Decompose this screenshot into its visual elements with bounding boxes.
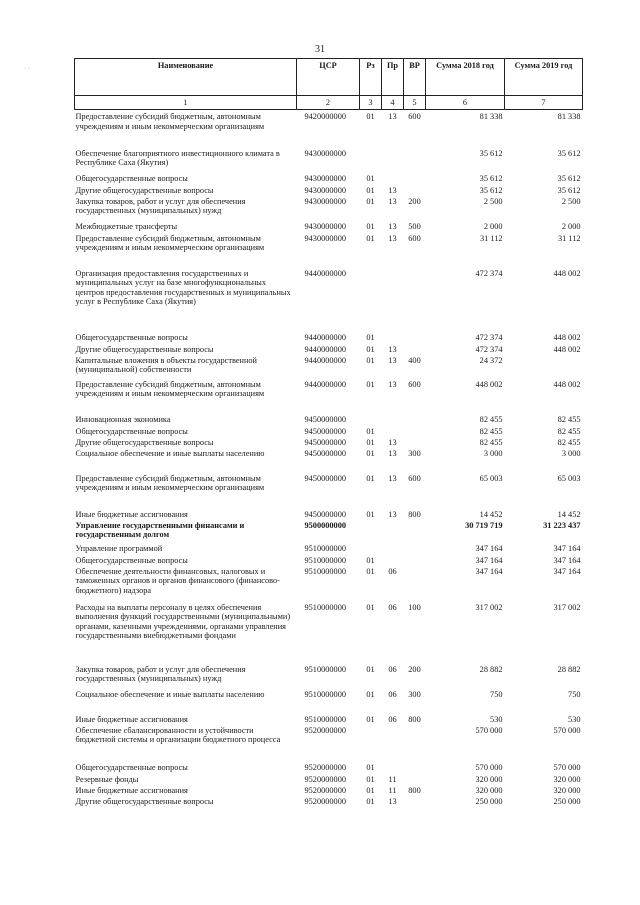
row-rz-cell: 01 [366,566,375,576]
row-pr-cell: 13 [388,379,397,389]
row-name-cell: Другие общегосударственные вопросы [75,437,214,447]
table-row [75,690,583,715]
row-name-cell: Иные бюджетные ассигнования [75,509,188,519]
row-sum-2019-cell: 320 000 [553,774,581,784]
row-csr-cell: 9520000000 [304,796,346,806]
row-pr-cell: 13 [388,355,397,365]
row-pr-cell: 06 [388,566,397,576]
row-vr-cell [404,556,426,567]
row-rz-cell: 01 [366,112,375,121]
row-rz-cell: 01 [366,196,375,206]
column-number: 1 [75,96,297,110]
row-vr-cell [404,797,426,808]
row-rz-cell: 01 [366,221,375,231]
row-vr-cell: 100 [408,602,421,612]
row-rz-cell: 01 [366,185,375,195]
row-sum-2019-cell: 570 000 [553,762,581,772]
table-row [75,665,583,690]
row-name-cell: Предоставление субсидий бюджетным, автономным учреждениям и иным некоммерческим организациям [75,379,265,399]
column-number: 5 [404,96,426,110]
row-vr-cell: 800 [408,509,421,519]
row-csr-cell: 9510000000 [304,602,346,612]
row-pr-cell [382,174,404,186]
table-row [75,427,583,438]
table-row [75,544,583,556]
row-rz-cell: 01 [366,473,375,483]
row-pr-cell: 13 [388,185,397,195]
row-name-cell: Общегосударственные вопросы [75,762,188,772]
row-sum-2018-cell: 30 719 719 [465,520,503,530]
table-row [75,510,583,521]
row-sum-2019-cell: 448 002 [553,268,581,278]
row-sum-2019-cell [505,356,583,380]
table-row [75,234,583,269]
table-row [75,197,583,222]
row-name-cell: Управление программой [75,543,163,553]
row-pr-cell [382,427,404,438]
row-sum-2018-cell: 24 372 [479,355,503,365]
column-number: 4 [382,96,404,110]
row-sum-2018-cell: 320 000 [475,774,503,784]
row-rz-cell [360,521,382,544]
margin-mark: · · [24,66,30,72]
row-rz-cell: 01 [366,796,375,806]
column-number: 6 [426,96,505,110]
row-rz-cell: 01 [366,437,375,447]
row-sum-2019-cell: 35 612 [557,148,581,158]
row-csr-cell: 9510000000 [304,714,346,724]
table-row [75,521,583,544]
row-vr-cell: 800 [408,714,421,724]
table-row [75,567,583,603]
row-name-cell: Управление государственными финансами и государственным долгом [75,520,245,540]
row-pr-cell: 13 [388,448,397,458]
row-sum-2019-cell: 317 002 [553,602,581,612]
row-vr-cell: 600 [408,379,421,389]
row-csr-cell: 9510000000 [304,689,346,699]
table-row [75,474,583,510]
row-sum-2019-cell: 82 455 [557,437,581,447]
row-sum-2018-cell: 472 374 [475,268,503,278]
row-rz-cell: 01 [366,714,375,724]
page-number: 31 [315,44,325,55]
row-sum-2018-cell: 448 002 [475,379,503,389]
row-rz-cell: 01 [366,426,375,436]
row-sum-2018-cell: 3 000 [483,448,503,458]
table-row [75,797,583,808]
row-pr-cell: 13 [388,796,397,806]
row-vr-cell: 500 [408,221,421,231]
row-pr-cell [382,763,404,775]
table-header [75,59,583,110]
row-pr-cell: 13 [388,112,397,121]
row-rz-cell: 01 [366,355,375,365]
row-rz-cell: 01 [366,332,375,342]
row-csr-cell: 9440000000 [304,332,346,342]
row-sum-2019-cell: 3 000 [561,448,581,458]
row-csr-cell: 9450000000 [304,473,346,483]
row-vr-cell: 400 [408,355,421,365]
header-name: Наименование [75,59,297,96]
row-rz-cell: 01 [366,664,375,674]
row-name-cell: Общегосударственные вопросы [75,332,188,342]
row-sum-2018-cell: 81 338 [479,112,503,121]
row-sum-2019-cell: 82 455 [557,426,581,436]
row-pr-cell: 13 [388,437,397,447]
header-rz: Рз [360,59,382,96]
row-csr-cell: 9520000000 [304,725,346,735]
row-pr-cell: 06 [388,664,397,674]
row-name-cell: Капитальные вложения в объекты государственной (муниципальной) собственности [75,355,257,375]
row-pr-cell [382,544,404,556]
row-csr-cell: 9450000000 [304,414,346,424]
row-sum-2019-cell: 448 002 [553,379,581,389]
row-csr-cell: 9430000000 [304,221,346,231]
row-name-cell: Иные бюджетные ассигнования [75,714,188,724]
row-sum-2018-cell: 347 164 [475,543,503,553]
row-csr-cell: 9430000000 [304,185,346,195]
row-csr-cell: 9510000000 [304,664,346,674]
row-vr-cell [404,345,426,356]
row-sum-2018-cell: 65 003 [479,473,503,483]
row-sum-2019-cell: 750 [568,689,581,699]
row-name-cell: Другие общегосударственные вопросы [75,185,214,195]
row-sum-2019-cell: 530 [568,714,581,724]
row-csr-cell: 9510000000 [304,566,346,576]
row-csr-cell: 9510000000 [304,543,346,553]
row-sum-2019-cell: 2 500 [561,196,581,206]
row-pr-cell [382,726,404,763]
table-row [75,775,583,786]
row-name-cell: Предоставление субсидий бюджетным, автономным учреждениям и иным некоммерческим организациям [75,233,265,253]
header-sum-2018: Сумма 2018 год [426,59,505,96]
row-sum-2018-cell: 347 164 [475,566,503,576]
row-csr-cell: 9500000000 [304,520,346,530]
row-vr-cell [404,521,426,544]
row-rz-cell: 01 [366,344,375,354]
header-csr: ЦСР [297,59,360,96]
row-csr-cell: 9440000000 [304,355,346,365]
row-vr-cell [404,567,426,603]
row-name-cell: Обеспечение деятельности финансовых, налоговых и таможенных органов и органов финансового (финансово-бюджетного) надзора [75,566,280,595]
row-sum-2018-cell: 82 455 [479,437,503,447]
row-name-cell: Межбюджетные трансферты [75,221,178,231]
table-row [75,110,583,149]
row-vr-cell: 800 [408,785,421,795]
row-csr-cell: 9520000000 [304,762,346,772]
row-sum-2018-cell: 35 612 [479,148,503,158]
row-sum-2018-cell: 530 [490,714,503,724]
table-row [75,269,583,333]
header-sum-2019: Сумма 2019 год [505,59,583,96]
table-row [75,222,583,234]
row-pr-cell: 06 [388,689,397,699]
row-sum-2018-cell: 347 164 [475,555,503,565]
row-sum-2018-cell: 82 455 [479,426,503,436]
row-rz-cell [360,544,382,556]
row-csr-cell: 9420000000 [304,112,346,121]
row-sum-2019-cell: 570 000 [553,725,581,735]
row-sum-2018-cell: 31 112 [479,233,503,243]
row-vr-cell [404,174,426,186]
row-vr-cell: 300 [408,448,421,458]
row-sum-2018-cell: 35 612 [479,173,503,183]
row-sum-2019-cell: 250 000 [553,796,581,806]
row-pr-cell [382,415,404,427]
row-name-cell: Закупка товаров, работ и услуг для обеспечения государственных (муниципальных) нужд [75,664,246,684]
row-rz-cell: 01 [366,689,375,699]
table-row [75,380,583,415]
row-csr-cell: 9430000000 [304,233,346,243]
row-sum-2019-cell: 65 003 [557,473,581,483]
row-pr-cell: 11 [388,785,397,795]
row-name-cell: Другие общегосударственные вопросы [75,796,214,806]
row-csr-cell: 9450000000 [304,509,346,519]
column-number: 2 [297,96,360,110]
row-name-cell: Другие общегосударственные вопросы [75,344,214,354]
row-name-cell: Социальное обеспечение и иные выплаты населению [75,689,265,699]
row-rz-cell [360,149,382,174]
row-csr-cell: 9520000000 [304,774,346,784]
row-csr-cell: 9430000000 [304,173,346,183]
row-vr-cell [404,415,426,427]
row-sum-2019-cell: 347 164 [553,555,581,565]
row-name-cell: Расходы на выплаты персоналу в целях обеспечения выполнения функций государственными (муниципальными) органами, казенными учреждениями, органами управления государственными внебюджетными фондами [75,602,291,641]
row-sum-2018-cell: 14 452 [479,509,503,519]
row-vr-cell [404,269,426,333]
row-vr-cell: 600 [408,233,421,243]
row-csr-cell: 9430000000 [304,148,346,158]
row-csr-cell: 9440000000 [304,268,346,278]
row-rz-cell: 01 [366,233,375,243]
row-sum-2018-cell: 28 882 [479,664,503,674]
row-pr-cell: 13 [388,473,397,483]
table-row [75,415,583,427]
row-sum-2019-cell: 347 164 [553,543,581,553]
row-pr-cell: 13 [388,344,397,354]
row-sum-2019-cell: 347 164 [553,566,581,576]
row-sum-2019-cell: 2 000 [561,221,581,231]
row-name-cell: Обеспечение благоприятного инвестиционного климата в Республике Саха (Якутия) [75,148,280,168]
row-csr-cell: 9520000000 [304,785,346,795]
row-name-cell: Предоставление субсидий бюджетным, автономным учреждениям и иным некоммерческим организациям [75,473,265,493]
row-rz-cell [360,726,382,763]
column-number: 3 [360,96,382,110]
row-pr-cell: 13 [388,233,397,243]
row-name-cell: Инновационная экономика [75,414,171,424]
row-vr-cell: 600 [408,112,421,121]
row-sum-2018-cell: 472 374 [475,344,503,354]
row-csr-cell: 9440000000 [304,379,346,389]
table-row [75,786,583,797]
budget-table [74,58,583,808]
row-rz-cell: 01 [366,509,375,519]
row-pr-cell [382,269,404,333]
row-sum-2018-cell: 750 [490,689,503,699]
row-rz-cell: 01 [366,602,375,612]
row-vr-cell: 600 [408,473,421,483]
row-pr-cell [382,333,404,345]
row-name-cell: Общегосударственные вопросы [75,555,188,565]
table-row [75,345,583,356]
table-row [75,449,583,474]
row-vr-cell [404,544,426,556]
row-sum-2019-cell: 35 612 [557,185,581,195]
column-number: 7 [505,96,583,110]
column-numbers-row [75,96,583,110]
row-pr-cell: 13 [388,196,397,206]
row-pr-cell: 11 [388,774,397,784]
header-pr: Пр [382,59,404,96]
table-row [75,149,583,174]
row-rz-cell [360,269,382,333]
row-name-cell: Обеспечение сбалансированности и устойчивости бюджетной системы и организации бюджетного процесса [75,725,281,745]
row-csr-cell: 9450000000 [304,448,346,458]
row-sum-2018-cell: 250 000 [475,796,503,806]
row-sum-2019-cell: 28 882 [557,664,581,674]
row-vr-cell [404,186,426,197]
row-csr-cell: 9510000000 [304,555,346,565]
row-rz-cell: 01 [366,555,375,565]
table-row [75,333,583,345]
row-sum-2019-cell: 31 223 437 [543,520,581,530]
row-sum-2019-cell: 320 000 [553,785,581,795]
row-csr-cell: 9450000000 [304,426,346,436]
row-vr-cell: 200 [408,196,421,206]
row-pr-cell [382,149,404,174]
table-body [75,110,583,808]
row-sum-2018-cell: 35 612 [479,185,503,195]
row-rz-cell: 01 [366,785,375,795]
row-rz-cell: 01 [366,448,375,458]
table-row [75,603,583,665]
row-name-cell: Социальное обеспечение и иные выплаты населению [75,448,265,458]
row-sum-2018-cell: 2 500 [483,196,503,206]
row-sum-2019-cell: 448 002 [553,344,581,354]
row-vr-cell: 200 [408,664,421,674]
row-csr-cell: 9430000000 [304,196,346,206]
table-row [75,715,583,726]
row-vr-cell [404,333,426,345]
row-pr-cell: 06 [388,602,397,612]
row-sum-2019-cell: 31 112 [557,233,581,243]
row-pr-cell: 13 [388,509,397,519]
row-vr-cell [404,775,426,786]
table-row [75,438,583,449]
row-sum-2019-cell: 14 452 [557,509,581,519]
row-name-cell: Организация предоставления государственных и муниципальных услуг на базе многофункциональных центров предоставления государственных и муниципальных услуг в Республике Саха (Якутия) [75,268,291,307]
row-name-cell: Резервные фонды [75,774,139,784]
row-vr-cell [404,726,426,763]
row-sum-2019-cell: 81 338 [557,112,581,121]
row-csr-cell: 9450000000 [304,437,346,447]
row-name-cell: Закупка товаров, работ и услуг для обеспечения государственных (муниципальных) нужд [75,196,246,216]
row-sum-2019-cell: 82 455 [557,414,581,424]
row-sum-2018-cell: 570 000 [475,762,503,772]
row-vr-cell [404,438,426,449]
row-sum-2018-cell: 2 000 [483,221,503,231]
table-row [75,763,583,775]
row-pr-cell [382,556,404,567]
row-rz-cell: 01 [366,774,375,784]
row-pr-cell [382,521,404,544]
row-sum-2019-cell: 35 612 [557,173,581,183]
row-sum-2018-cell: 320 000 [475,785,503,795]
table-row [75,186,583,197]
table-row [75,556,583,567]
row-sum-2018-cell: 472 374 [475,332,503,342]
table-row [75,174,583,186]
row-sum-2018-cell: 570 000 [475,725,503,735]
row-name-cell: Предоставление субсидий бюджетным, автономным учреждениям и иным некоммерческим организациям [75,112,265,131]
table-row [75,726,583,763]
row-pr-cell: 06 [388,714,397,724]
row-vr-cell [404,149,426,174]
row-rz-cell: 01 [366,173,375,183]
row-vr-cell [404,763,426,775]
row-sum-2019-cell: 448 002 [553,332,581,342]
row-csr-cell: 9440000000 [304,344,346,354]
row-name-cell: Иные бюджетные ассигнования [75,785,188,795]
row-rz-cell: 01 [366,762,375,772]
row-name-cell: Общегосударственные вопросы [75,173,188,183]
row-sum-2018-cell: 82 455 [479,414,503,424]
row-rz-cell [360,415,382,427]
table-row [75,356,583,380]
row-sum-2018-cell: 317 002 [475,602,503,612]
header-vr: ВР [404,59,426,96]
row-pr-cell: 13 [388,221,397,231]
row-vr-cell: 300 [408,689,421,699]
row-vr-cell [404,427,426,438]
row-name-cell: Общегосударственные вопросы [75,426,188,436]
row-rz-cell: 01 [366,379,375,389]
